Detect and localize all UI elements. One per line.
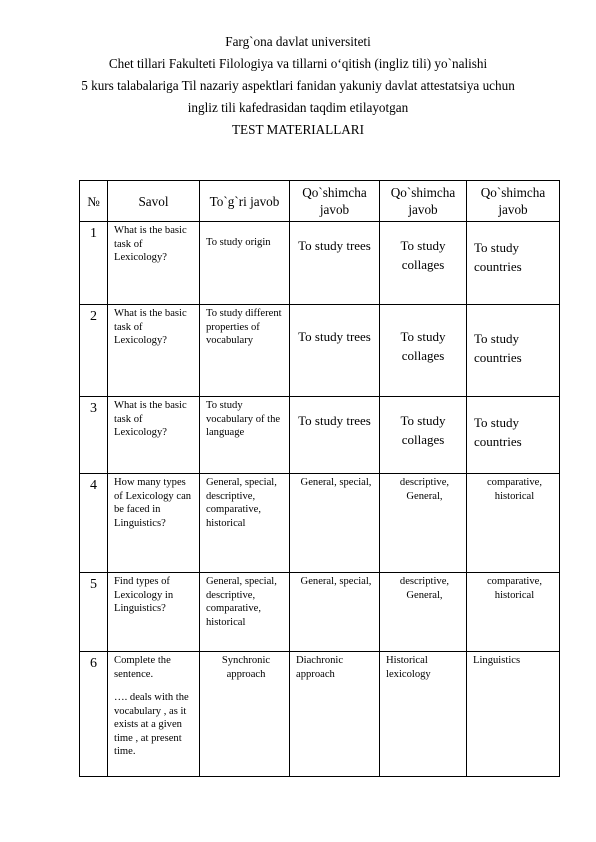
faculty-line: Chet tillari Fakulteti Filologiya va tillarni o‘qitish (ingliz tili) yo`nalishi: [108, 56, 488, 71]
table-row: [80, 305, 560, 397]
correct-answer-cell: General, special, descriptive, comparative, historical: [206, 477, 277, 529]
header-extra-answer-1: Qo`shimcha javob: [290, 181, 380, 222]
alt-answer-cell: descriptive, General,: [399, 477, 450, 502]
table-row: [80, 222, 560, 305]
alt-answer-cell: To study countries: [474, 415, 522, 449]
course-line: 5 kurs talabalariga Til nazariy aspektlari fanidan yakuniy davlat attestatsiya uchun: [81, 78, 515, 93]
alt-answer-cell: descriptive, General,: [399, 576, 450, 601]
header-extra-answer-2: Qo`shimcha javob: [380, 181, 467, 222]
university-name: Farg`ona davlat universiteti: [225, 34, 371, 49]
question-cell: Find types of Lexicology in Linguistics?: [114, 576, 174, 614]
department-line: ingliz tili kafedrasidan taqdim etilayotgan: [187, 100, 409, 115]
correct-answer-cell: To study vocabulary of the language: [206, 400, 281, 438]
alt-answer-cell: Historical lexicology: [386, 655, 431, 680]
alt-answer-cell: To study collages: [400, 413, 446, 447]
question-cell: How many types of Lexicology can be faced in Linguistics?: [114, 477, 192, 529]
test-table: [79, 180, 560, 777]
table-row: [80, 474, 560, 573]
table-header-row: [80, 181, 560, 222]
row-number: 6: [80, 652, 108, 777]
document-title: TEST MATERIALLARI: [232, 122, 364, 137]
correct-answer-cell: General, special, descriptive, comparative, historical: [206, 576, 277, 628]
alt-answer-cell: General, special,: [300, 576, 372, 587]
alt-answer-cell: To study collages: [400, 238, 446, 272]
header-correct-answer: To`g`ri javob: [200, 181, 290, 222]
row-number: 4: [80, 474, 108, 573]
correct-answer-cell: Synchronic approach: [221, 655, 271, 680]
alt-answer-cell: General, special,: [300, 477, 372, 488]
header-question: Savol: [108, 181, 200, 222]
alt-answer-cell: To study trees: [298, 329, 371, 344]
alt-answer-cell: To study trees: [298, 238, 371, 253]
table-row: [80, 652, 560, 777]
alt-answer-cell: To study trees: [298, 413, 371, 428]
alt-answer-cell: Linguistics: [473, 655, 521, 666]
header-number: №: [80, 181, 108, 222]
question-cell: What is the basic task of Lexicology?: [114, 400, 187, 438]
table-row: [80, 397, 560, 474]
document-header: [0, 31, 596, 141]
correct-answer-cell: To study origin: [206, 237, 271, 248]
alt-answer-cell: comparative, historical: [486, 576, 542, 601]
question-cell: What is the basic task of Lexicology?: [114, 225, 187, 263]
alt-answer-cell: To study collages: [400, 329, 446, 363]
alt-answer-cell: comparative, historical: [486, 477, 542, 502]
question-instruction: Complete the sentence.: [114, 655, 171, 680]
row-number: 1: [80, 222, 108, 305]
alt-answer-cell: Diachronic approach: [296, 655, 344, 680]
question-sentence: …. deals with the vocabulary , as it exists at a given time , at present time.: [114, 692, 189, 757]
table-row: [80, 573, 560, 652]
header-extra-answer-3: Qo`shimcha javob: [467, 181, 560, 222]
correct-answer-cell: To study different properties of vocabulary: [206, 308, 282, 346]
row-number: 5: [80, 573, 108, 652]
question-cell: What is the basic task of Lexicology?: [114, 308, 187, 346]
row-number: 2: [80, 305, 108, 397]
row-number: 3: [80, 397, 108, 474]
alt-answer-cell: To study countries: [474, 240, 522, 274]
alt-answer-cell: To study countries: [474, 331, 522, 365]
